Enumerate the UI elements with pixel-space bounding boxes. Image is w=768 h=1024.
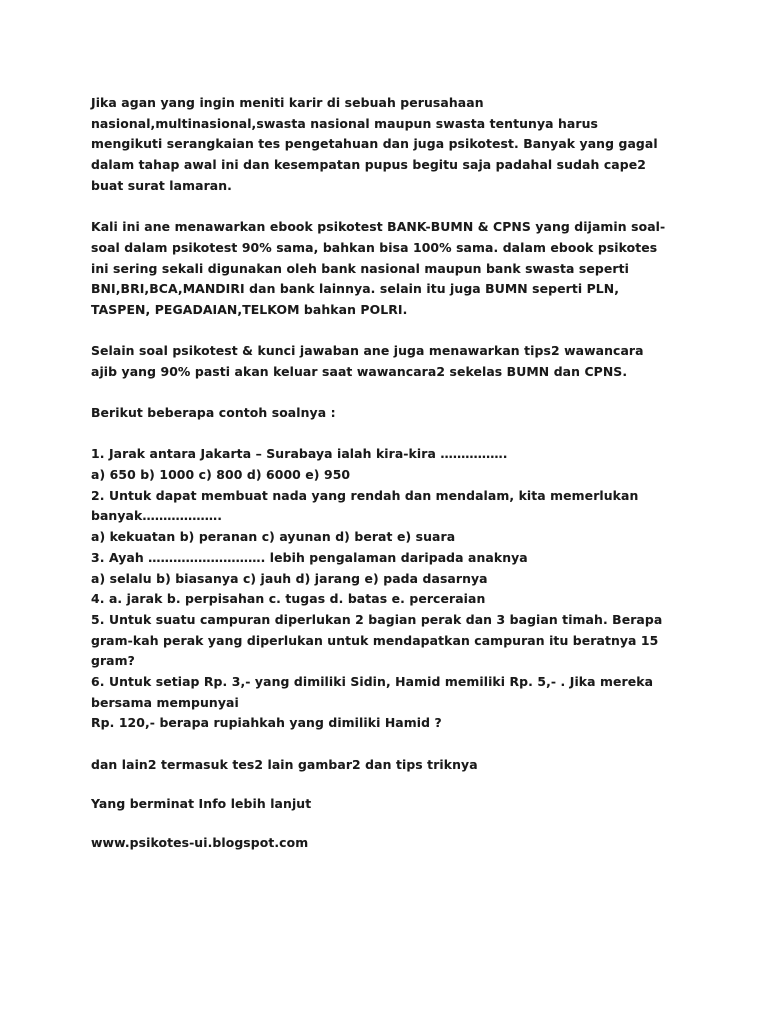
intro-line: dalam tahap awal ini dan kesempatan pupus begitu saja padahal sudah cape2 — [91, 157, 646, 173]
question-line: 1. Jarak antara Jakarta – Surabaya ialah kira-kira ……………. — [91, 446, 508, 462]
interest-paragraph — [91, 794, 691, 815]
question-line: banyak………………. — [91, 508, 223, 524]
questions-list — [91, 444, 691, 734]
question-line: a) kekuatan b) peranan c) ayunan d) berat e) suara — [91, 529, 456, 545]
examples-heading-text: Berikut beberapa contoh soalnya : — [91, 405, 336, 421]
paragraph-spacer — [91, 814, 691, 833]
question-line: 5. Untuk suatu campuran diperlukan 2 bagian perak dan 3 bagian timah. Berapa — [91, 611, 663, 627]
document-page — [91, 93, 691, 854]
offer-paragraph — [91, 217, 691, 321]
paragraph-spacer — [91, 321, 691, 341]
question-line: a) selalu b) biasanya c) jauh d) jarang e) pada dasarnya — [91, 570, 488, 586]
intro-line: mengikuti serangkaian tes pengetahuan dan juga psikotest. Banyak yang gagal — [91, 136, 658, 152]
offer-line: ini sering sekali digunakan oleh bank nasional maupun bank swasta seperti — [91, 260, 629, 276]
question-line: a) 650 b) 1000 c) 800 d) 6000 e) 950 — [91, 467, 351, 483]
paragraph-spacer — [91, 383, 691, 403]
offer-line: BNI,BRI,BCA,MANDIRI dan bank lainnya. selain itu juga BUMN seperti PLN, — [91, 281, 620, 297]
more-paragraph — [91, 755, 691, 776]
question-line: 2. Untuk dapat membuat nada yang rendah dan mendalam, kita memerlukan — [91, 487, 639, 503]
offer-line: Kali ini ane menawarkan ebook psikotest BANK-BUMN & CPNS yang dijamin soal- — [91, 219, 666, 235]
question-line: Rp. 120,- berapa rupiahkah yang dimiliki Hamid ? — [91, 715, 442, 731]
intro-paragraph — [91, 93, 691, 197]
paragraph-spacer — [91, 775, 691, 793]
paragraph-spacer — [91, 197, 691, 218]
question-line: 4. a. jarak b. perpisahan c. tugas d. batas e. perceraian — [91, 591, 486, 607]
paragraph-spacer — [91, 734, 691, 754]
website-paragraph — [91, 833, 691, 854]
tips-line: ajib yang 90% pasti akan keluar saat wawancara2 sekelas BUMN dan CPNS. — [91, 363, 628, 379]
paragraph-spacer — [91, 424, 691, 445]
tips-line: Selain soal psikotest & kunci jawaban ane juga menawarkan tips2 wawancara — [91, 343, 644, 359]
interest-text: Yang berminat Info lebih lanjut — [91, 795, 312, 811]
question-line: bersama mempunyai — [91, 694, 239, 710]
question-line: gram? — [91, 653, 135, 669]
question-line: 3. Ayah ………………………. lebih pengalaman daripada anaknya — [91, 549, 528, 565]
website-link[interactable]: www.psikotes-ui.blogspot.com — [91, 834, 309, 850]
more-text: dan lain2 termasuk tes2 lain gambar2 dan tips triknya — [91, 756, 478, 772]
intro-line: nasional,multinasional,swasta nasional maupun swasta tentunya harus — [91, 115, 599, 131]
tips-paragraph — [91, 341, 691, 382]
question-line: gram-kah perak yang diperlukan untuk mendapatkan campuran itu beratnya 15 — [91, 632, 659, 648]
question-line: 6. Untuk setiap Rp. 3,- yang dimiliki Sidin, Hamid memiliki Rp. 5,- . Jika mereka — [91, 674, 654, 690]
intro-line: Jika agan yang ingin meniti karir di sebuah perusahaan — [91, 95, 484, 110]
offer-line: soal dalam psikotest 90% sama, bahkan bisa 100% sama. dalam ebook psikotes — [91, 240, 658, 256]
intro-line: buat surat lamaran. — [91, 177, 232, 193]
examples-heading — [91, 403, 691, 424]
offer-line: TASPEN, PEGADAIAN,TELKOM bahkan POLRI. — [91, 302, 408, 318]
